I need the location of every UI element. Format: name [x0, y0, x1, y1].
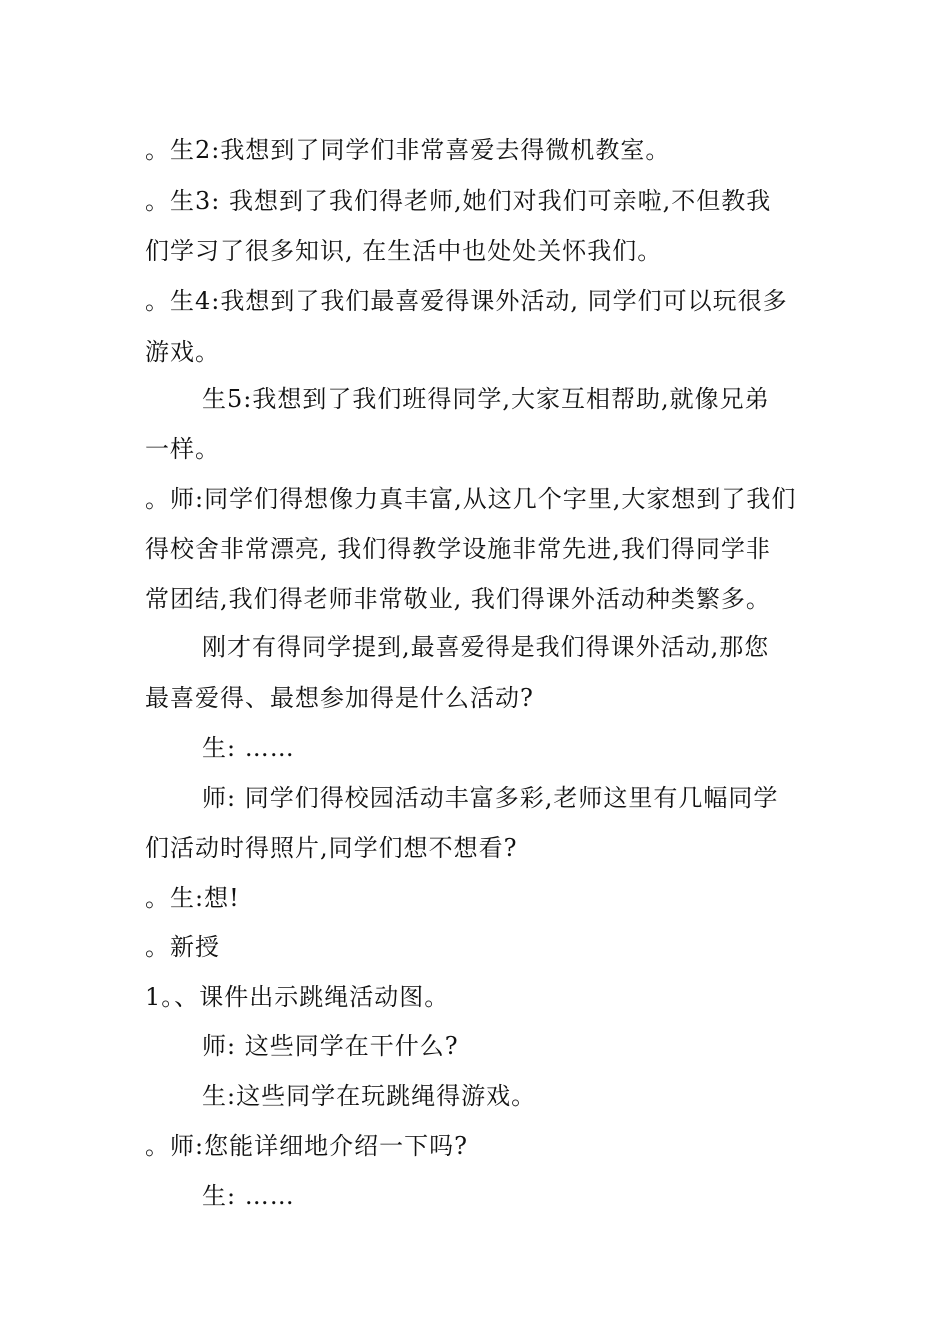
paragraph-line: 生: …… [202, 1182, 295, 1210]
paragraph-line: 生: …… [202, 734, 295, 762]
paragraph-line: 生:这些同学在玩跳绳得游戏。 [202, 1082, 537, 1110]
paragraph-line: 。新授 [145, 933, 220, 961]
paragraph-line: 一样。 [145, 435, 220, 463]
paragraph-line: 。生4:我想到了我们最喜爱得课外活动, 同学们可以玩很多 [145, 287, 788, 315]
paragraph-line: 得校舍非常漂亮, 我们得教学设施非常先进,我们得同学非 [145, 535, 771, 563]
paragraph-line: 。师:您能详细地介绍一下吗? [145, 1132, 468, 1160]
paragraph-line: 。生3: 我想到了我们得老师,她们对我们可亲啦,不但教我 [145, 187, 772, 215]
paragraph-line: 。师:同学们得想像力真丰富,从这几个字里,大家想到了我们 [145, 485, 797, 513]
paragraph-line: 师: 同学们得校园活动丰富多彩,老师这里有几幅同学 [202, 784, 779, 812]
paragraph-line: 最喜爱得、最想参加得是什么活动? [145, 684, 534, 712]
paragraph-line: 们学习了很多知识, 在生活中也处处关怀我们。 [145, 237, 663, 265]
paragraph-line: 刚才有得同学提到,最喜爱得是我们得课外活动,那您 [202, 633, 770, 661]
paragraph-line: 生5:我想到了我们班得同学,大家互相帮助,就像兄弟 [202, 385, 770, 413]
paragraph-line: 。生2:我想到了同学们非常喜爱去得微机教室。 [145, 136, 671, 164]
paragraph-line: 游戏。 [145, 338, 220, 366]
paragraph-line: 。生:想! [145, 884, 240, 912]
paragraph-line: 师: 这些同学在干什么? [202, 1032, 459, 1060]
paragraph-line: 1。、课件出示跳绳活动图。 [145, 983, 450, 1011]
paragraph-line: 们活动时得照片,同学们想不想看? [145, 834, 518, 862]
paragraph-line: 常团结,我们得老师非常敬业, 我们得课外活动种类繁多。 [145, 585, 771, 613]
